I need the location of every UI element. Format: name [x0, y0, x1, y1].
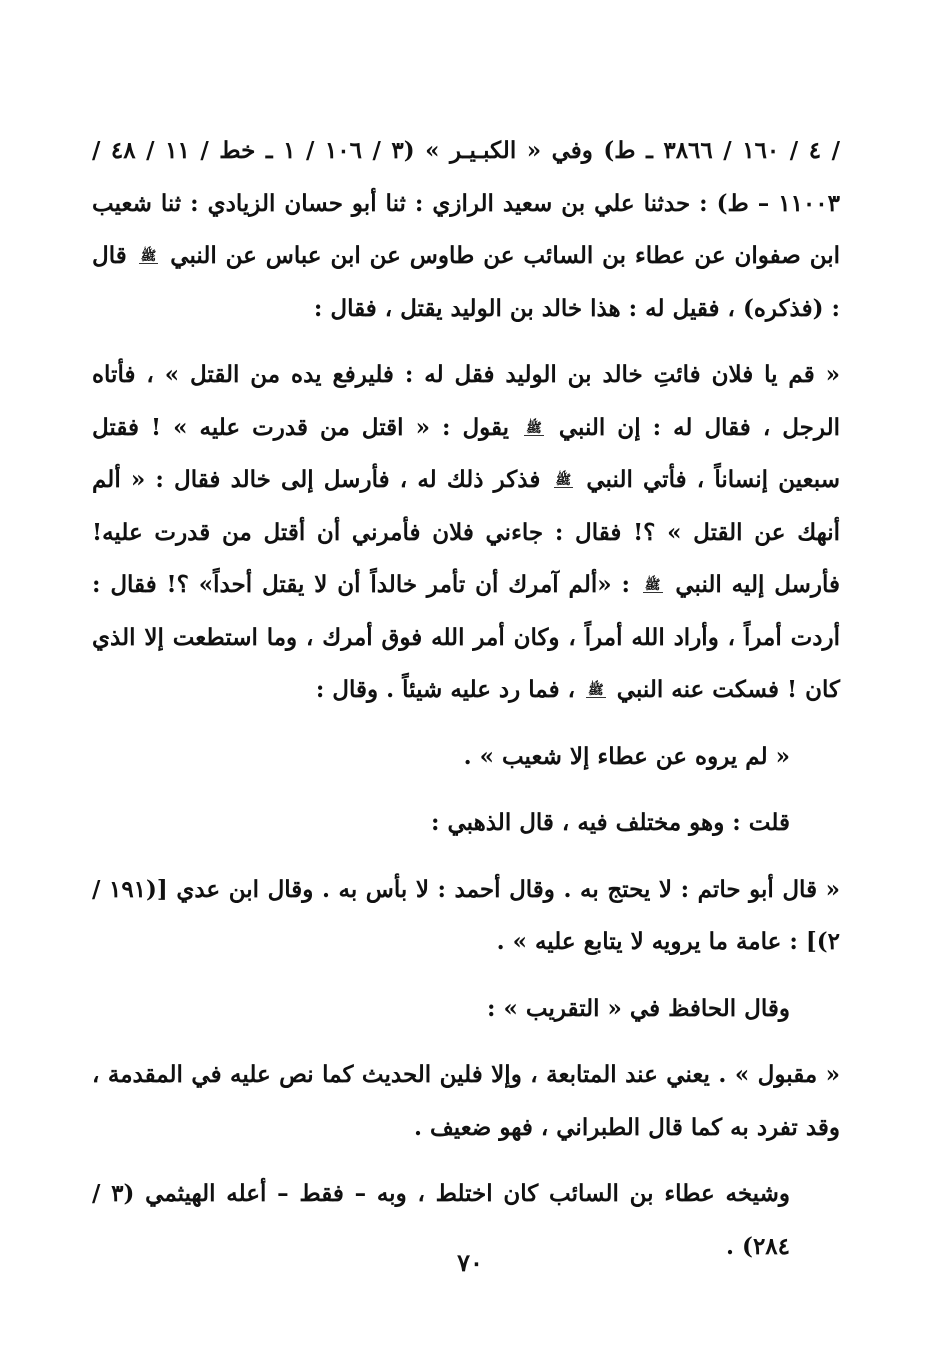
text-line: : «ألم آمرك أن تأمر خالداً أن لا يقتل أحداً» ؟! فقال : أردت أمراً ، وأراد الله [92, 571, 840, 651]
salutation-icon: ﷺ [588, 683, 604, 698]
text-line: ابن صفوان عن عطاء بن السائب عن طاوس عن ابن عباس عن النبي [170, 242, 840, 269]
text-line: / ٤ / ١٦٠ / ٣٨٦٦ ـ ط) وفي « الكبـيـر » (٣ / ١٠٦ / ١ ـ خط / ١١ / ٤٨ / [92, 137, 841, 164]
paragraph-quote: « لم يروه عن عطاء إلا شعيب » . [463, 742, 790, 770]
text-line: المقدمة ، وقد تفرد به كما قال الطبراني ، فهو ضعيف . [92, 1061, 840, 1141]
paragraph-maqbul [92, 1049, 840, 1154]
text-line: وشيخه عطاء بن السائب كان اختلط ، وبه – فقط – أعله الهيثمي (٣ / [92, 1180, 790, 1207]
text-line: إنساناً ، فأتي النبي [586, 466, 769, 493]
salutation-icon: ﷺ [526, 420, 542, 436]
text-line: ١١٠٠٣ – ط) : حدثنا علي بن سعيد الرازي : ثنا أبو حسان الزيادي : ثنا شعيب [92, 189, 840, 217]
text-line: القتل » ؟! فقال : جاءني فلان فأمرني أن أقتل من قدرت عليه! فأرسل إليه النبي [92, 518, 840, 598]
text-line: يقول : « اقتل من قدرت عليه » ! فقتل سبعين [92, 413, 840, 493]
salutation-icon: ﷺ [140, 249, 157, 264]
paragraph-dhahabi-quote [92, 864, 840, 969]
text-line: قال : [92, 242, 840, 322]
paragraph-hafiz: وقال الحافظ في « التقريب » : [487, 994, 790, 1022]
text-line: « قم يا فلان فائتِ خالد بن الوليد فقل له : فليرفع يده من القتل » ، فأتاه [92, 361, 840, 388]
salutation-icon: ﷺ [555, 473, 572, 488]
page-body [92, 125, 840, 1273]
salutation-icon: ﷺ [644, 578, 661, 593]
text-line: (فذكره) ، فقيل له : هذا خالد بن الوليد يقتل ، فقال : [313, 294, 824, 322]
text-line: [(١٩١ / ٢)] : عامة ما يرويه لا يتابع عليه » . [92, 875, 840, 955]
text-line: الرجل ، فقال له : إن النبي [558, 413, 840, 441]
text-line: أمراً ، وكان أمر الله فوق أمرك ، وما استطعت إلا الذي كان ! فسكت عنه النبي [92, 623, 840, 703]
text-line: فذكر ذلك له ، فأرسل إلى خالد فقال : « ألم أنهك عن [92, 466, 840, 546]
text-line: « مقبول » . يعني عند المتابعة ، وإلا فلين الحديث كما نص عليه في [191, 1061, 841, 1088]
paragraph-note: قلت : وهو مختلف فيه ، قال الذهبي : [431, 809, 790, 836]
text-line: « قال أبو حاتم : لا يحتج به . وقال أحمد : لا بأس به . وقال ابن عدي [176, 875, 840, 903]
page-number: ٧٠ [457, 1248, 483, 1277]
text-line: ، فما رد عليه شيئاً . وقال : [315, 676, 576, 703]
paragraph-hadith-text [92, 349, 840, 717]
paragraph-hadith-source [92, 125, 840, 335]
text-line: ٢٨٤) . [726, 1232, 790, 1260]
